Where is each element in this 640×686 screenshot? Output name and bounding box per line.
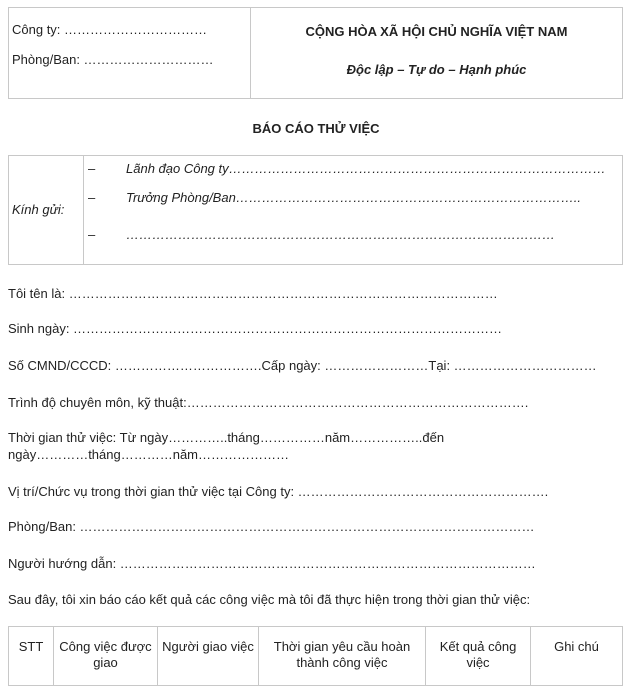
field-name: Tôi tên là: ……………………………………………………………………………………… bbox=[8, 286, 498, 301]
field-qualification: Trình độ chuyên môn, kỹ thuật:……………………………………………………………………. bbox=[8, 395, 529, 410]
page-title: BÁO CÁO THỬ VIỆC bbox=[252, 121, 380, 136]
report-intro: Sau đây, tôi xin báo cáo kết quả các công việc mà tôi đã thực hiện trong thời gian thử việc: bbox=[8, 592, 531, 607]
table-header-row bbox=[9, 627, 623, 686]
table-header: Kết quả công việc bbox=[426, 627, 531, 686]
recipient-item: – ……………………………………………………………………………………… bbox=[88, 227, 555, 242]
table-header: Công việc được giao bbox=[54, 627, 158, 686]
results-table bbox=[8, 626, 623, 686]
motto: Độc lập – Tự do – Hạnh phúc bbox=[346, 62, 527, 77]
recipients-label: Kính gửi: bbox=[12, 202, 65, 217]
table-header: STT bbox=[9, 627, 54, 686]
table-header: Người giao việc bbox=[158, 627, 259, 686]
nation-heading: CỘNG HÒA XÃ HỘI CHỦ NGHĨA VIỆT NAM bbox=[305, 24, 568, 39]
field-birthdate: Sinh ngày: ……………………………………………………………………………………… bbox=[8, 321, 503, 336]
field-probation-period: Thời gian thử việc: Từ ngày…………..tháng……………năm……………..đến bbox=[8, 430, 445, 445]
company-line: Công ty: …………………………… bbox=[12, 22, 208, 37]
field-department: Phòng/Ban: …………………………………………………………………………………………… bbox=[8, 519, 535, 534]
field-position: Vị trí/Chức vụ trong thời gian thử việc tại Công ty: …………………………………………………. bbox=[8, 484, 549, 499]
field-probation-period-cont: ngày…………tháng…………năm………………… bbox=[8, 447, 290, 462]
table-header: Ghi chú bbox=[531, 627, 623, 686]
header-right-cell bbox=[251, 8, 623, 99]
recipient-item: – Lãnh đạo Công ty…………………………………………………………………………… bbox=[88, 161, 606, 176]
table-header: Thời gian yêu cầu hoàn thành công việc bbox=[259, 627, 426, 686]
recipient-item: – Trưởng Phòng/Ban…………………………………………………………………….. bbox=[88, 190, 582, 205]
field-mentor: Người hướng dẫn: …………………………………………………………………………………… bbox=[8, 556, 536, 571]
field-id-card: Số CMND/CCCD: …………………………….Cấp ngày: ……………………Tại: …………………………… bbox=[8, 358, 597, 373]
department-line: Phòng/Ban: ………………………… bbox=[12, 52, 214, 67]
